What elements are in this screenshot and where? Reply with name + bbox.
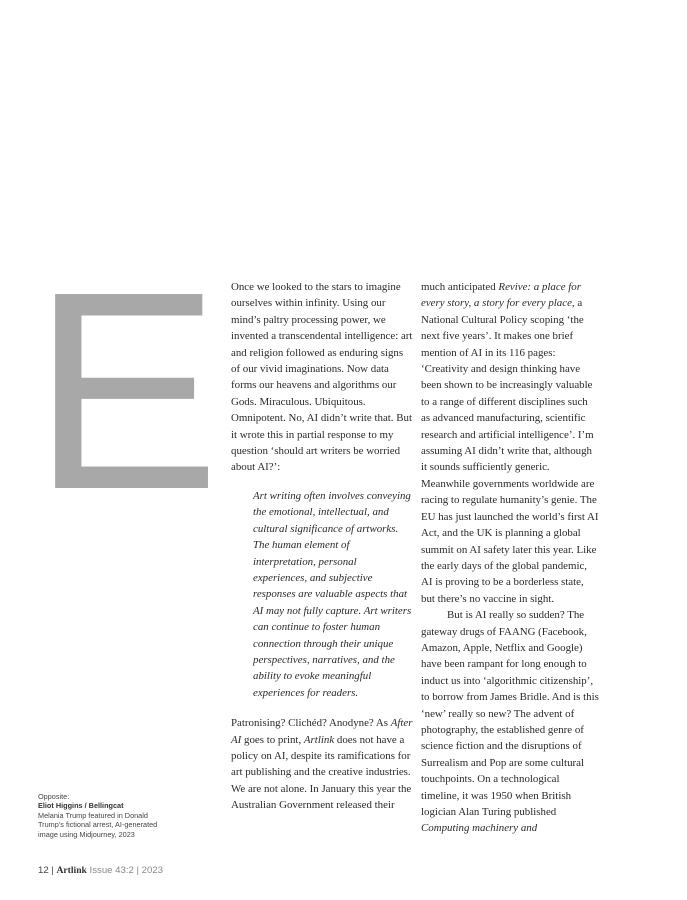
paragraph (421, 279, 599, 607)
paper-title: Computing machinery and (421, 822, 538, 835)
text-run: , a National Cultural Policy scoping ‘the next five years’. It makes one brief mention of AI in its 116 pages: ‘Creativity and design thinking have been shown to be increasingly valuable to a range of different disciplines such as advanced manufacturing, scientific research and artificial intelligence’. I’m assuming AI didn’t write that, although it sounds sufficiently generic. Meanwhile governments worldwide are racing to regulate humanity’s genie. The EU has just launched the world’s first AI Act, and the UK is planning a global summit on AI safety later this year. Like the early days of the global pandemic, AI is proving to be a borderless state, but there’s no vaccine in sight. (421, 297, 599, 605)
text-run: But is AI really so sudden? The gateway drugs of FAANG (Facebook, Amazon, Apple, Netflix and Google) have been rampant for long enough to induct us into ‘algorithmic citizenship’, to borrow from James Bridle. And is this ‘new’ really so new? The advent of photography, the established genre of science fiction and the disruptions of Surrealism and Pop are some cultural touchpoints. On a technological timeline, it was 1950 when British logician Alan Turing published (421, 609, 599, 818)
separator: | (48, 865, 57, 876)
issue-number: Issue 43:2 (86, 865, 134, 876)
paragraph (421, 607, 599, 837)
page-footer (38, 865, 163, 876)
text-run: Patronising? Clichéd? Anodyne? As (231, 717, 391, 730)
page-number: 12 (38, 865, 49, 876)
article-column-2 (421, 279, 599, 837)
caption-description: Melania Trump featured in Donald Trump’s fictional arrest, AI-generated image using Midjourney, 2023 (38, 810, 158, 839)
image-caption (38, 792, 163, 839)
issue-year: 2023 (141, 865, 163, 876)
text-run: goes to print, (241, 733, 304, 746)
paragraph: Once we looked to the stars to imagine ourselves within infinity. Using our mind’s paltry processing power, we invented a transcendental intelligence: art and religion followed as enduring signs of our vivid imaginations. Now data forms our heavens and algorithms our Gods. Miraculous. Ubiquitous. Omnipotent. No, AI didn’t write that. But it wrote this in partial response to my question ‘should art writers be worried about AI?’: (231, 281, 413, 474)
magazine-name: Artlink (56, 865, 87, 876)
policy-title: Revive: a place for every story, a story for every place (421, 281, 581, 310)
text-run: much anticipated (421, 281, 499, 293)
drop-cap: E (32, 233, 221, 548)
text-run: does not have a policy on AI, despite its ramifications for art publishing and the creative industries. We are not alone. In January this year the Australian Government released their (231, 733, 412, 812)
publication-title: Artlink (303, 733, 335, 746)
publication-title: After AI (231, 717, 413, 746)
block-quote: Art writing often involves conveying the emotional, intellectual, and cultural significance of artworks. The human element of interpretation, personal experiences, and subjective responses are valuable aspects that AI may not fully capture. Art writers can continue to foster human connection through their unique perspectives, narratives, and the ability to evoke meaningful experiences for readers. (253, 489, 412, 699)
separator: | (133, 865, 142, 876)
caption-label: Opposite: (38, 792, 70, 801)
caption-credit: Eliot Higgins / Bellingcat (38, 801, 124, 811)
article-column-1 (231, 279, 413, 814)
paragraph (231, 715, 413, 813)
